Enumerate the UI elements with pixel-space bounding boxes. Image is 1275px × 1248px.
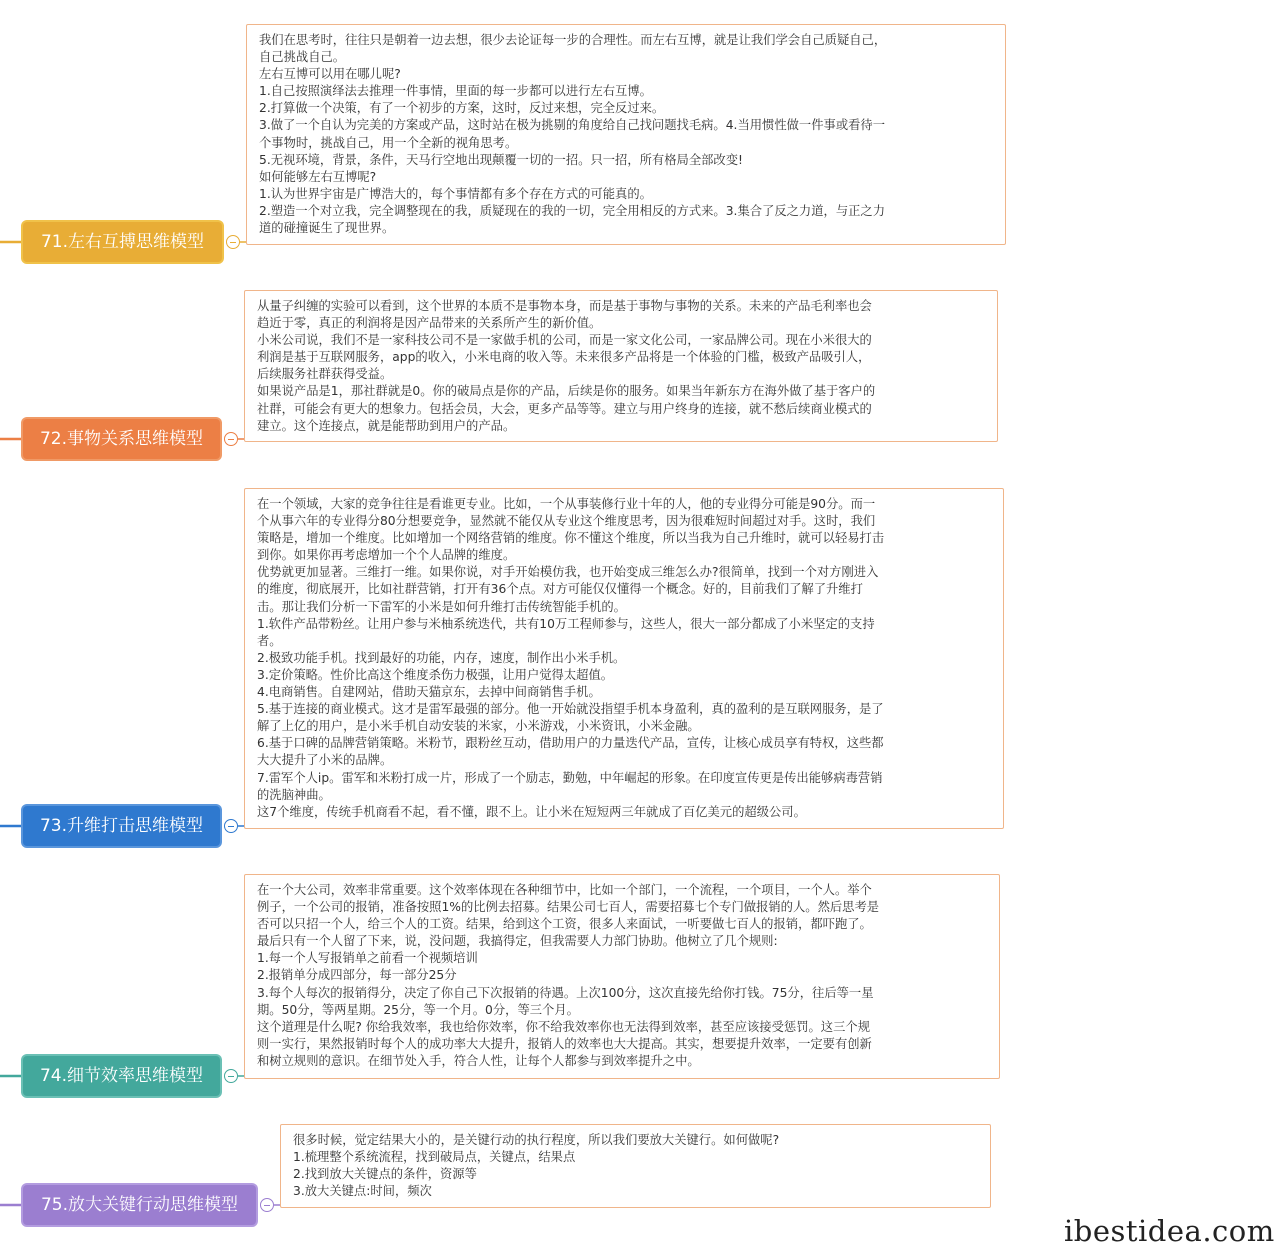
note-line: 左右互博可以用在哪儿呢? <box>259 67 401 82</box>
note-line: 1.自己按照演绎法去推理一件事情，里面的每一步都可以进行左右互博。 <box>259 84 652 99</box>
note-line: 利润是基于互联网服务，app的收入，小米电商的收入等。未来很多产品将是一个体验的门槛，极致产品吸引人， <box>257 350 871 365</box>
topic-label-71: 71.左右互搏思维模型 <box>40 231 205 252</box>
note-line: 5.无视环境，背景，条件，天马行空地出现颠覆一切的一招。只一招，所有格局全部改变! <box>259 152 743 167</box>
note-line: 6.基于口碑的品牌营销策略。米粉节，跟粉丝互动，借助用户的力量迭代产品，宣传，让核心成员享有特权，这些都 <box>257 736 884 751</box>
topic-label-74: 74.细节效率思维模型 <box>39 1065 204 1086</box>
note-line: 3.做了一个自认为完美的方案或产品，这时站在极为挑剔的角度给自己找问题找毛病。4.当用惯性做一件事或看待一 <box>259 118 886 133</box>
note-line: 策略是，增加一个维度。比如增加一个网络营销的维度。你不懂这个维度，所以当我为自己升维时，就可以轻易打击 <box>257 531 885 546</box>
note-line: 这7个维度，传统手机商看不起，看不懂，跟不上。让小米在短短两三年就成了百亿美元的超级公司。 <box>257 804 806 819</box>
note-line: 这个道理是什么呢? 你给我效率，我也给你效率，你不给我效率你也无法得到效率，甚至应该接受惩罚。这三个规 <box>257 1019 870 1034</box>
note-line: 7.雷军个人ip。雷军和米粉打成一片，形成了一个励志，勤勉，中年崛起的形象。在印度宣传更是传出能够病毒营销 <box>257 770 883 785</box>
collapse-icon-74[interactable] <box>224 1069 238 1083</box>
topic-node-71[interactable] <box>23 222 222 262</box>
note-line: 2.报销单分成四部分，每一部分25分 <box>257 968 457 983</box>
collapse-icon-72[interactable] <box>224 432 238 446</box>
note-line: 优势就更加显著。三维打一维。如果你说，对手开始模仿我，也开始变成三维怎么办?很简单，找到一个对方刚进入 <box>257 565 879 580</box>
note-line: 4.电商销售。自建网站，借助天猫京东，去掉中间商销售手机。 <box>257 685 601 700</box>
note-line: 1.软件产品带粉丝。让用户参与米柚系统迭代，共有10万工程师参与，这些人，很大一部分都成了小米坚定的支持 <box>257 616 875 631</box>
note-text-71 <box>259 32 993 237</box>
note-line: 2.塑造一个对立我，完全调整现在的我，质疑现在的我的一切，完全用相反的方式来。3.集合了反之力道，与正之力 <box>259 203 886 218</box>
note-line: 如果说产品是1，那社群就是0。你的破局点是你的产品，后续是你的服务。如果当年新东方在海外做了基于客户的 <box>257 384 876 399</box>
note-line: 1.梳理整个系统流程，找到破局点，关键点，结果点 <box>293 1150 576 1165</box>
note-line: 从量子纠缠的实验可以看到，这个世界的本质不是事物本身，而是基于事物与事物的关系。未来的产品毛利率也会 <box>257 299 872 313</box>
note-line: 趋近于零，真正的利润将是因产品带来的关系所产生的新价值。 <box>257 316 602 331</box>
note-line: 期。50分，等两星期。25分，等一个月。0分，等三个月。 <box>257 1002 579 1017</box>
note-line: 2.打算做一个决策，有了一个初步的方案，这时，反过来想，完全反过来。 <box>259 101 665 116</box>
note-line: 3.放大关键点:时间，频次 <box>293 1184 432 1199</box>
note-line: 在一个领域，大家的竞争往往是看谁更专业。比如，一个从事装修行业十年的人，他的专业得分可能是90分。而一 <box>257 497 876 511</box>
topic-label-72: 72.事物关系思维模型 <box>39 428 204 449</box>
note-line: 例子，一个公司的报销，准备按照1%的比例去招募。结果公司七百人，需要招募七个专门做报销的人。然后思考是 <box>257 900 880 915</box>
note-line: 道的碰撞诞生了现世界。 <box>259 221 395 236</box>
topic-node-74[interactable] <box>23 1056 220 1096</box>
note-line: 1.认为世界宇宙是广博浩大的，每个事情都有多个存在方式的可能真的。 <box>259 186 652 201</box>
note-line: 很多时候，觉定结果大小的，是关键行动的执行程度，所以我们要放大关键行。如何做呢? <box>293 1133 780 1147</box>
note-box-72 <box>244 290 998 442</box>
note-line: 社群，可能会有更大的想象力。包括会员，大会，更多产品等等。建立与用户终身的连接，就不愁后续商业模式的 <box>257 401 872 416</box>
note-line: 1.每一个人写报销单之前看一个视频培训 <box>257 951 478 966</box>
note-line: 3.每个人每次的报销得分，决定了你自己下次报销的待遇。上次100分，这次直接先给你打钱。75分，往后等一星 <box>257 985 874 1000</box>
note-line: 和树立规则的意识。在细节处入手，符合人性，让每个人都参与到效率提升之中。 <box>257 1053 700 1068</box>
note-line: 个从事六年的专业得分80分想要竞争，显然就不能仅从专业这个维度思考，因为很难短时间超过对手。这时，我们 <box>257 514 876 529</box>
note-line: 3.定价策略。性价比高这个维度杀伤力极强，让用户觉得太超值。 <box>257 667 614 682</box>
note-line: 则一实行，果然报销时每个人的成功率大大提升，报销人的效率也大大提高。其实，想要提升效率，一定要有创新 <box>257 1036 872 1051</box>
note-line: 2.找到放大关键点的条件，资源等 <box>293 1167 477 1182</box>
topic-label-75: 75.放大关键行动思维模型 <box>40 1194 239 1215</box>
note-line: 个事物时，挑战自己，用一个全新的视角思考。 <box>259 135 518 150</box>
note-box-73 <box>244 488 1004 829</box>
note-text-72 <box>257 298 985 435</box>
note-line: 解了上亿的用户，是小米手机自动安装的米家，小米游戏，小米资讯，小米金融。 <box>257 719 700 734</box>
note-line: 击。那让我们分析一下雷军的小米是如何升维打击传统智能手机的。 <box>257 599 626 614</box>
note-line: 我们在思考时，往往只是朝着一边去想，很少去论证每一步的合理性。而左右互博，就是让我们学会自己质疑自己， <box>259 33 887 47</box>
collapse-icon-75[interactable] <box>260 1198 274 1212</box>
note-line: 自己挑战自己。 <box>259 50 346 65</box>
note-box-74 <box>244 874 1000 1079</box>
note-line: 5.基于连接的商业模式。这才是雷军最强的部分。他一开始就没指望手机本身盈利，真的盈利的是互联网服务，是了 <box>257 702 884 717</box>
note-line: 如何能够左右互博呢? <box>259 169 377 184</box>
note-line: 小米公司说，我们不是一家科技公司不是一家做手机的公司，而是一家文化公司，一家品牌公司。现在小米很大的 <box>257 333 872 348</box>
topic-node-72[interactable] <box>23 419 220 459</box>
note-line: 否可以只招一个人，给三个人的工资。结果，给到这个工资，很多人来面试，一听要做七百人的报销，都吓跑了。 <box>257 917 872 932</box>
note-box-71 <box>246 24 1006 245</box>
topic-node-73[interactable] <box>23 806 220 846</box>
note-line: 者。 <box>257 633 282 648</box>
note-text-74 <box>257 882 987 1070</box>
collapse-icon-73[interactable] <box>224 819 238 833</box>
note-line: 的洗脑神曲。 <box>257 787 331 802</box>
collapse-icon-71[interactable] <box>226 235 240 249</box>
note-line: 的维度，彻底展开，比如社群营销，打开有36个点。对方可能仅仅懂得一个概念。好的，目前我们了解了升维打 <box>257 582 863 597</box>
note-line: 2.极致功能手机。找到最好的功能，内存，速度，制作出小米手机。 <box>257 650 626 665</box>
note-text-75 <box>293 1132 978 1200</box>
note-line: 到你。如果你再考虑增加一个个人品牌的维度。 <box>257 548 516 563</box>
topic-label-73: 73.升维打击思维模型 <box>39 815 204 836</box>
note-line: 最后只有一个人留了下来，说，没问题，我搞得定，但我需要人力部门协助。他树立了几个规则: <box>257 934 778 949</box>
note-line: 大大提升了小米的品牌。 <box>257 753 393 768</box>
note-line: 建立。这个连接点，就是能帮助到用户的产品。 <box>257 418 516 433</box>
watermark-text: ibestidea.com <box>1064 1214 1275 1248</box>
note-text-73 <box>257 496 991 821</box>
topic-node-75[interactable] <box>23 1185 256 1225</box>
note-line: 在一个大公司，效率非常重要。这个效率体现在各种细节中，比如一个部门，一个流程，一个项目，一个人。举个 <box>257 883 872 897</box>
note-line: 后续服务社群获得受益。 <box>257 367 393 382</box>
note-box-75 <box>280 1124 991 1208</box>
